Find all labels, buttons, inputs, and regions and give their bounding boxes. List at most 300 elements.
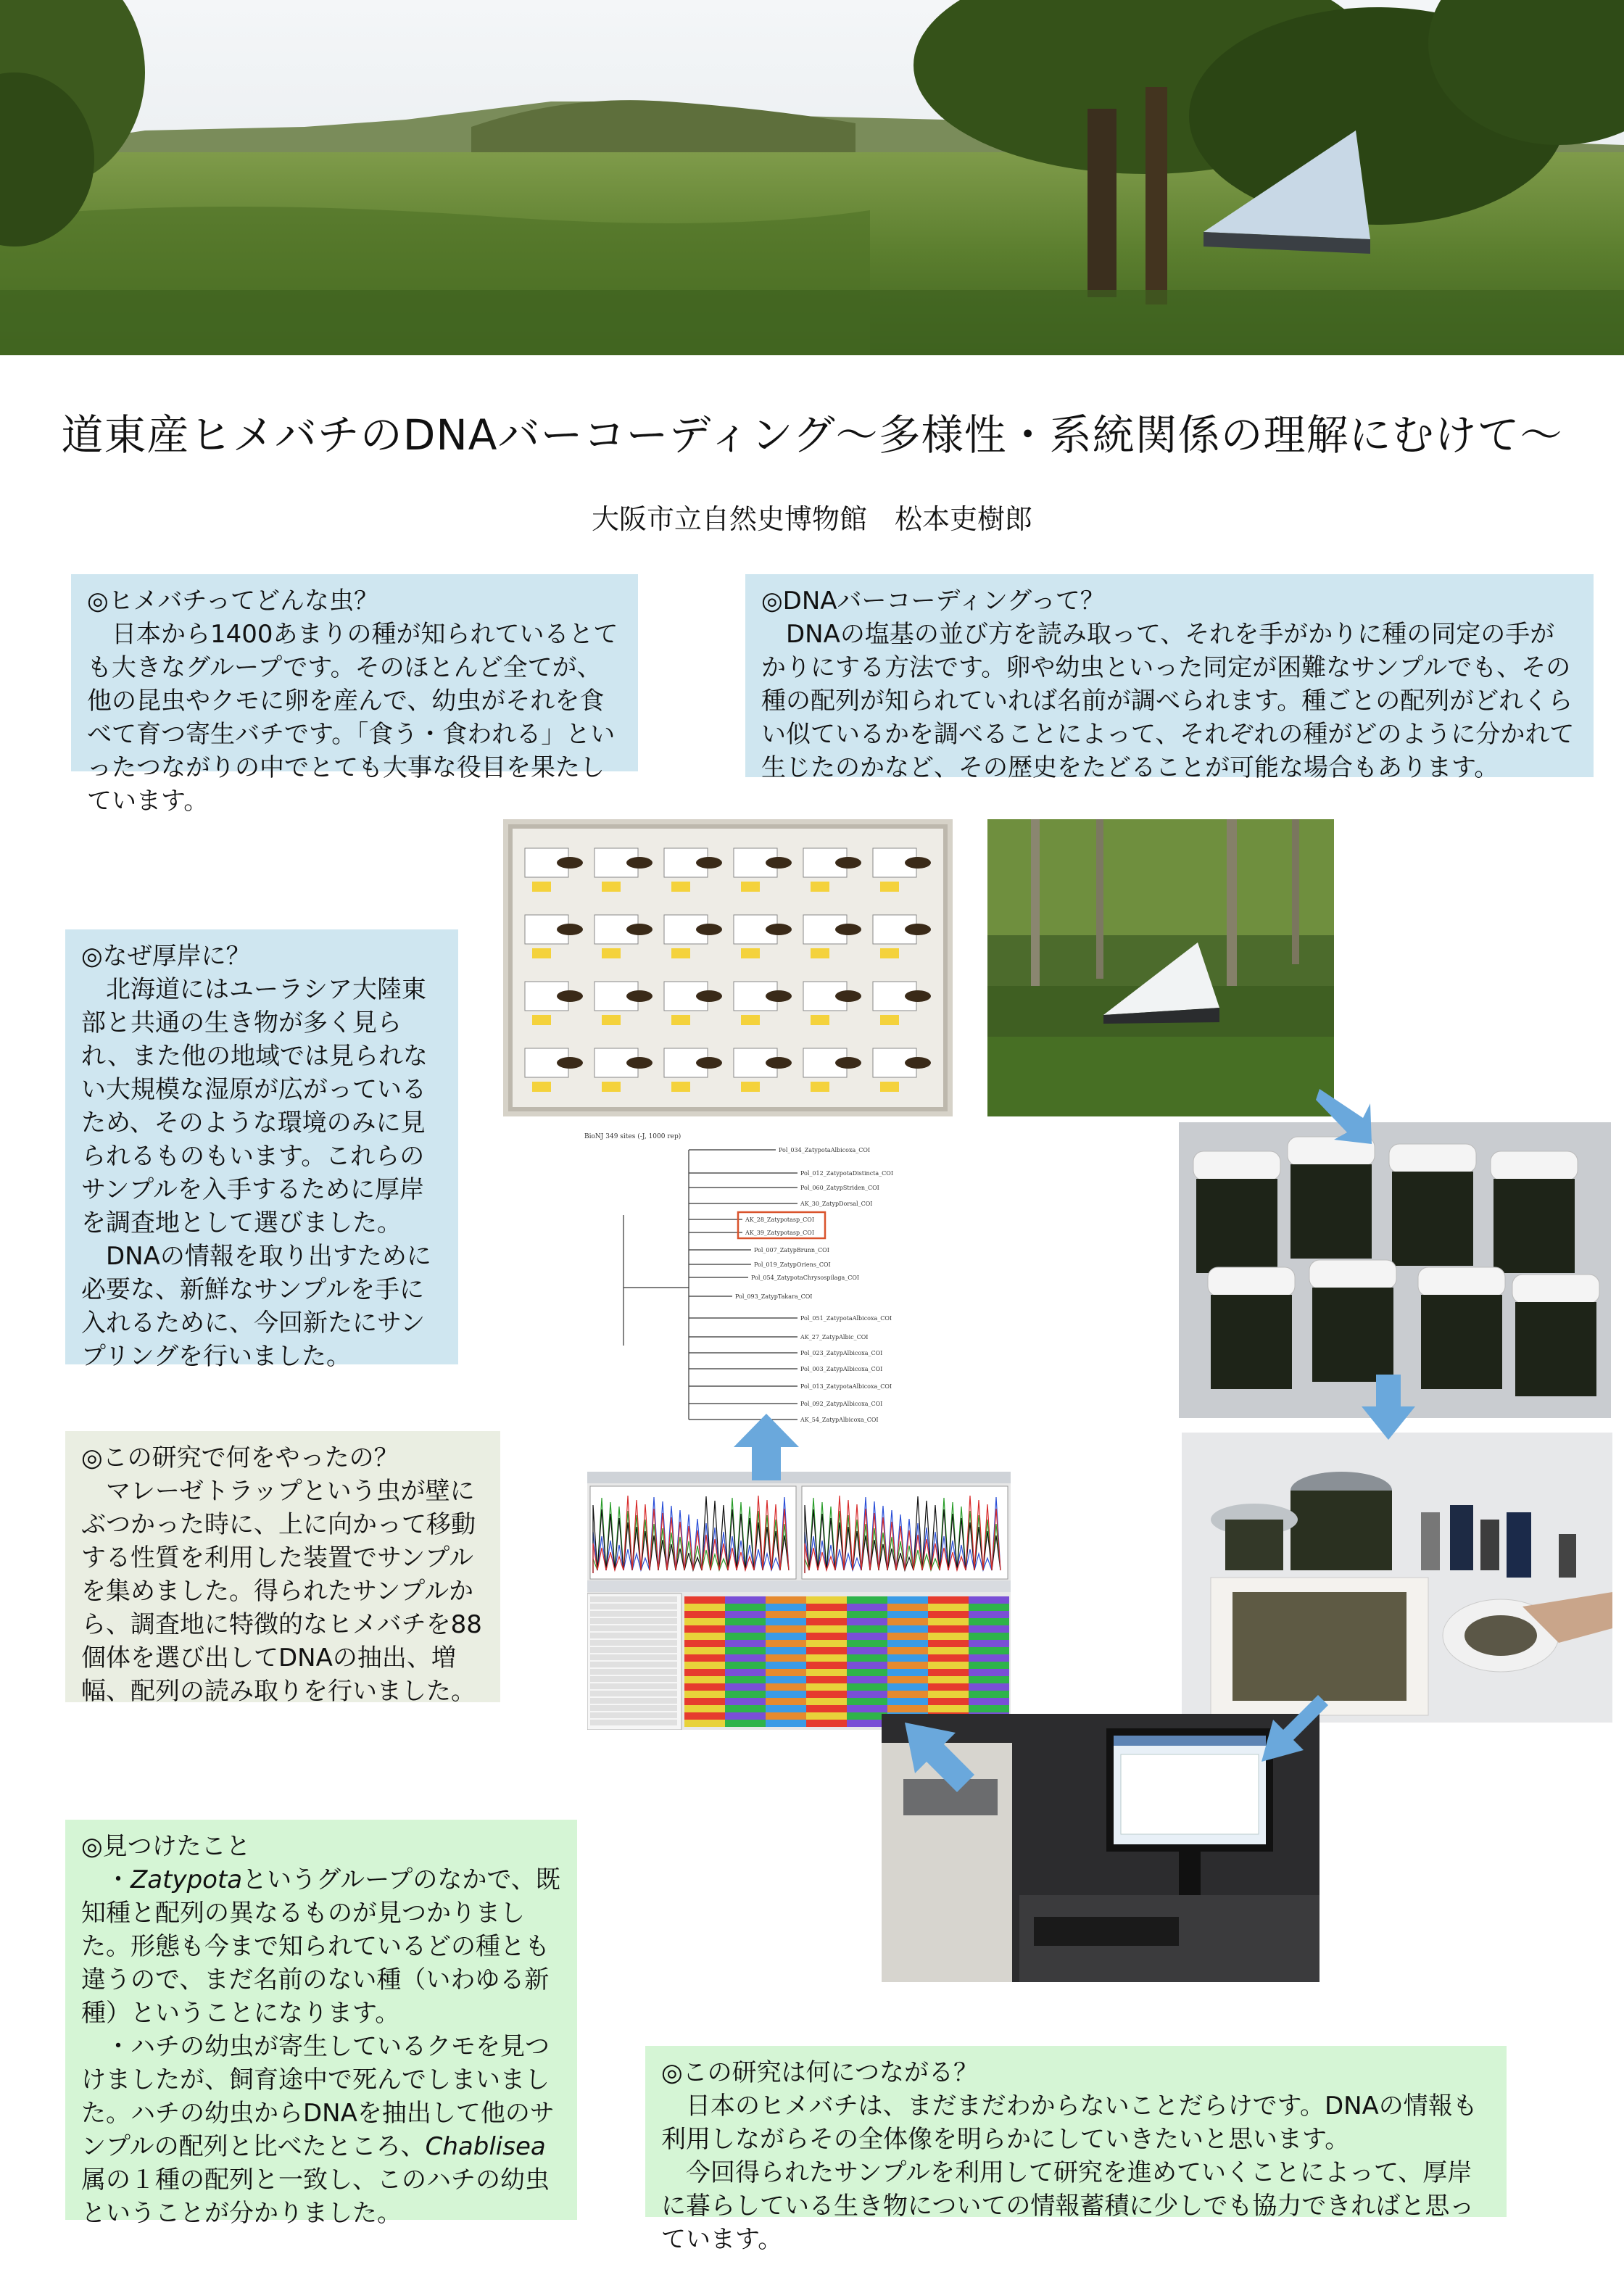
alignment-cell bbox=[760, 1720, 766, 1727]
alignment-cell bbox=[713, 1625, 719, 1633]
alignment-cell bbox=[800, 1676, 806, 1683]
alignment-cell bbox=[998, 1633, 1003, 1640]
alignment-cell bbox=[690, 1720, 696, 1727]
finding-paragraph: ・ハチの幼虫が寄生しているクモを見つけましたが、飼育途中で死んでしまいました。ハチの幼虫からDNAを抽出して他のサンプルの配列と比べたところ、Chablisea属の１種の配列と一致し、このハチの幼虫ということが分かりました。 bbox=[81, 2032, 555, 2228]
alignment-cell bbox=[719, 1647, 725, 1654]
alignment-cell bbox=[853, 1647, 858, 1654]
alignment-cell bbox=[696, 1611, 702, 1618]
alignment-cell bbox=[783, 1705, 789, 1712]
alignment-cell bbox=[945, 1676, 951, 1683]
specimen-insect bbox=[766, 1057, 792, 1069]
alignment-cell bbox=[800, 1604, 806, 1611]
alignment-cell bbox=[783, 1596, 789, 1604]
alignment-cell bbox=[899, 1625, 905, 1633]
section-body: 日本から1400あまりの種が知られているとても大きなグループです。そのほとんど全てが、他の昆虫やクモに卵を産んで、幼虫がそれを食べて育つ寄生バチです。「食う・食われる」といったつながりの中でとても大事な役目を果たしています。 bbox=[87, 620, 618, 816]
alignment-cell bbox=[684, 1611, 690, 1618]
alignment-cell bbox=[853, 1618, 858, 1625]
alignment-cell bbox=[702, 1705, 708, 1712]
alignment-cell bbox=[853, 1698, 858, 1705]
alignment-cell bbox=[864, 1712, 870, 1720]
alignment-cell bbox=[771, 1662, 777, 1669]
alignment-cell bbox=[737, 1669, 742, 1676]
alignment-cell bbox=[760, 1604, 766, 1611]
alignment-cell bbox=[783, 1640, 789, 1647]
alignment-cell bbox=[963, 1604, 969, 1611]
alignment-cell bbox=[754, 1647, 760, 1654]
alignment-cell bbox=[708, 1720, 713, 1727]
alignment-cell bbox=[864, 1662, 870, 1669]
alignment-cell bbox=[806, 1633, 812, 1640]
alignment-cell bbox=[690, 1625, 696, 1633]
alignment-cell bbox=[940, 1683, 945, 1691]
alignment-cell bbox=[795, 1625, 800, 1633]
alignment-cell bbox=[829, 1705, 835, 1712]
alignment-cell bbox=[986, 1683, 992, 1691]
alignment-cell bbox=[760, 1698, 766, 1705]
alignment-cell bbox=[992, 1640, 998, 1647]
alignment-cell bbox=[725, 1596, 731, 1604]
alignment-cell bbox=[969, 1683, 974, 1691]
alignment-cell bbox=[684, 1618, 690, 1625]
alignment-cell bbox=[916, 1654, 922, 1662]
alignment-cell bbox=[737, 1625, 742, 1633]
alignment-cell bbox=[980, 1669, 986, 1676]
alignment-cell bbox=[928, 1625, 934, 1633]
alignment-cell bbox=[829, 1604, 835, 1611]
alignment-cell bbox=[870, 1662, 876, 1669]
alignment-cell bbox=[916, 1669, 922, 1676]
alignment-cell bbox=[783, 1618, 789, 1625]
alignment-cell bbox=[980, 1596, 986, 1604]
alignment-cell bbox=[771, 1640, 777, 1647]
alignment-cell bbox=[841, 1633, 847, 1640]
alignment-cell bbox=[806, 1604, 812, 1611]
alignment-cell bbox=[690, 1654, 696, 1662]
alignment-cell bbox=[684, 1662, 690, 1669]
jar-lid bbox=[1193, 1151, 1280, 1180]
alignment-cell bbox=[737, 1633, 742, 1640]
alignment-cell bbox=[766, 1654, 771, 1662]
alignment-cell bbox=[742, 1654, 748, 1662]
alignment-cell bbox=[713, 1691, 719, 1698]
alignment-cell bbox=[696, 1705, 702, 1712]
alignment-cell bbox=[934, 1676, 940, 1683]
alignment-cell bbox=[992, 1596, 998, 1604]
alignment-cell bbox=[864, 1604, 870, 1611]
alignment-cell bbox=[1003, 1596, 1009, 1604]
alignment-cell bbox=[800, 1683, 806, 1691]
alignment-row-name bbox=[590, 1705, 677, 1711]
alignment-cell bbox=[818, 1596, 824, 1604]
alignment-cell bbox=[916, 1618, 922, 1625]
alignment-cell bbox=[824, 1654, 829, 1662]
alignment-cell bbox=[713, 1596, 719, 1604]
alignment-cell bbox=[725, 1604, 731, 1611]
alignment-cell bbox=[760, 1662, 766, 1669]
alignment-cell bbox=[957, 1633, 963, 1640]
alignment-cell bbox=[789, 1611, 795, 1618]
specimen-insect bbox=[835, 924, 861, 935]
alignment-cell bbox=[974, 1683, 980, 1691]
alignment-cell bbox=[824, 1596, 829, 1604]
specimen-tag bbox=[880, 1082, 899, 1092]
alignment-cell bbox=[795, 1698, 800, 1705]
alignment-cell bbox=[957, 1640, 963, 1647]
alignment-cell bbox=[963, 1698, 969, 1705]
alignment-cell bbox=[789, 1647, 795, 1654]
alignment-cell bbox=[957, 1618, 963, 1625]
alignment-cell bbox=[708, 1705, 713, 1712]
alignment-cell bbox=[922, 1654, 928, 1662]
alignment-cell bbox=[684, 1683, 690, 1691]
alignment-cell bbox=[957, 1683, 963, 1691]
alignment-cell bbox=[713, 1604, 719, 1611]
alignment-cell bbox=[940, 1640, 945, 1647]
alignment-cell bbox=[795, 1654, 800, 1662]
alignment-cell bbox=[725, 1676, 731, 1683]
section-heading: ◎ヒメバチってどんな虫？ bbox=[87, 587, 378, 616]
alignment-cell bbox=[777, 1669, 783, 1676]
alignment-cell bbox=[887, 1691, 893, 1698]
alignment-cell bbox=[748, 1720, 754, 1727]
alignment-cell bbox=[760, 1669, 766, 1676]
specimen-tag bbox=[532, 1082, 551, 1092]
alignment-cell bbox=[766, 1625, 771, 1633]
alignment-cell bbox=[812, 1596, 818, 1604]
alignment-cell bbox=[748, 1647, 754, 1654]
alignment-cell bbox=[725, 1662, 731, 1669]
alignment-cell bbox=[934, 1611, 940, 1618]
alignment-cell bbox=[928, 1618, 934, 1625]
alignment-cell bbox=[719, 1712, 725, 1720]
alignment-cell bbox=[922, 1669, 928, 1676]
alignment-cell bbox=[731, 1654, 737, 1662]
alignment-cell bbox=[922, 1611, 928, 1618]
alignment-cell bbox=[806, 1611, 812, 1618]
jar-lid bbox=[1389, 1144, 1476, 1173]
specimen-insect bbox=[626, 857, 652, 869]
alignment-cell bbox=[986, 1611, 992, 1618]
alignment-cell bbox=[951, 1698, 957, 1705]
alignment-cell bbox=[963, 1618, 969, 1625]
alignment-cell bbox=[969, 1596, 974, 1604]
specimen-insect bbox=[835, 990, 861, 1002]
alignment-cell bbox=[835, 1596, 841, 1604]
alignment-cell bbox=[899, 1640, 905, 1647]
alignment-cell bbox=[829, 1720, 835, 1727]
alignment-cell bbox=[795, 1720, 800, 1727]
section-dna-barcoding bbox=[745, 574, 1594, 782]
alignment-cell bbox=[841, 1705, 847, 1712]
alignment-cell bbox=[800, 1705, 806, 1712]
alignment-cell bbox=[783, 1647, 789, 1654]
alignment-cell bbox=[858, 1604, 864, 1611]
alignment-cell bbox=[789, 1669, 795, 1676]
alignment-cell bbox=[766, 1691, 771, 1698]
alignment-cell bbox=[899, 1633, 905, 1640]
alignment-cell bbox=[876, 1720, 882, 1727]
alignment-cell bbox=[905, 1662, 911, 1669]
alignment-cell bbox=[789, 1720, 795, 1727]
alignment-cell bbox=[731, 1712, 737, 1720]
alignment-cell bbox=[916, 1625, 922, 1633]
alignment-row-name bbox=[590, 1698, 677, 1704]
specimen-insect bbox=[766, 990, 792, 1002]
alignment-cell bbox=[835, 1720, 841, 1727]
alignment-cell bbox=[1003, 1654, 1009, 1662]
alignment-cell bbox=[713, 1647, 719, 1654]
alignment-cell bbox=[702, 1669, 708, 1676]
alignment-cell bbox=[974, 1611, 980, 1618]
alignment-cell bbox=[777, 1604, 783, 1611]
specimen-tag bbox=[811, 1082, 829, 1092]
alignment-cell bbox=[876, 1633, 882, 1640]
alignment-cell bbox=[887, 1669, 893, 1676]
alignment-cell bbox=[963, 1676, 969, 1683]
alignment-cell bbox=[806, 1625, 812, 1633]
alignment-row-name bbox=[590, 1596, 677, 1602]
alignment-cell bbox=[708, 1698, 713, 1705]
alignment-cell bbox=[980, 1618, 986, 1625]
alignment-cell bbox=[980, 1640, 986, 1647]
alignment-cell bbox=[777, 1683, 783, 1691]
alignment-cell bbox=[992, 1698, 998, 1705]
alignment-cell bbox=[766, 1705, 771, 1712]
alignment-cell bbox=[824, 1647, 829, 1654]
alignment-cell bbox=[829, 1669, 835, 1676]
alignment-cell bbox=[737, 1596, 742, 1604]
alignment-cell bbox=[719, 1705, 725, 1712]
alignment-row-name bbox=[590, 1676, 677, 1682]
alignment-cell bbox=[708, 1691, 713, 1698]
alignment-cell bbox=[766, 1611, 771, 1618]
section-heading: ◎見つけたこと bbox=[81, 1832, 251, 1861]
alignment-cell bbox=[766, 1683, 771, 1691]
alignment-cell bbox=[858, 1712, 864, 1720]
alignment-cell bbox=[899, 1662, 905, 1669]
alignment-cell bbox=[882, 1640, 887, 1647]
alignment-cell bbox=[684, 1720, 690, 1727]
alignment-cell bbox=[737, 1604, 742, 1611]
alignment-cell bbox=[876, 1705, 882, 1712]
alignment-cell bbox=[916, 1647, 922, 1654]
specimen-tag bbox=[880, 882, 899, 892]
alignment-cell bbox=[789, 1633, 795, 1640]
specimen-insect bbox=[557, 990, 583, 1002]
alignment-row-name bbox=[590, 1604, 677, 1609]
alignment-cell bbox=[853, 1654, 858, 1662]
alignment-cell bbox=[876, 1698, 882, 1705]
alignment-cell bbox=[998, 1683, 1003, 1691]
alignment-cell bbox=[771, 1625, 777, 1633]
alignment-cell bbox=[853, 1712, 858, 1720]
specimen-tag bbox=[532, 882, 551, 892]
alignment-cell bbox=[986, 1640, 992, 1647]
alignment-cell bbox=[1003, 1625, 1009, 1633]
alignment-cell bbox=[812, 1691, 818, 1698]
alignment-cell bbox=[905, 1611, 911, 1618]
alignment-cell bbox=[847, 1640, 853, 1647]
alignment-cell bbox=[713, 1698, 719, 1705]
alignment-cell bbox=[963, 1611, 969, 1618]
alignment-cell bbox=[928, 1654, 934, 1662]
alignment-cell bbox=[719, 1604, 725, 1611]
alignment-cell bbox=[905, 1705, 911, 1712]
alignment-cell bbox=[806, 1596, 812, 1604]
alignment-cell bbox=[876, 1662, 882, 1669]
alignment-cell bbox=[911, 1683, 916, 1691]
alignment-cell bbox=[812, 1676, 818, 1683]
alignment-cell bbox=[876, 1596, 882, 1604]
alignment-cell bbox=[690, 1669, 696, 1676]
alignment-cell bbox=[882, 1611, 887, 1618]
alignment-cell bbox=[800, 1654, 806, 1662]
alignment-cell bbox=[829, 1698, 835, 1705]
alignment-cell bbox=[922, 1604, 928, 1611]
alignment-cell bbox=[882, 1705, 887, 1712]
alignment-cell bbox=[777, 1654, 783, 1662]
alignment-cell bbox=[737, 1712, 742, 1720]
alignment-cell bbox=[754, 1618, 760, 1625]
alignment-cell bbox=[893, 1618, 899, 1625]
taxon-name: Zatypota bbox=[130, 1865, 243, 1894]
alignment-cell bbox=[858, 1676, 864, 1683]
alignment-cell bbox=[998, 1640, 1003, 1647]
alignment-cell bbox=[737, 1691, 742, 1698]
alignment-cell bbox=[725, 1654, 731, 1662]
alignment-cell bbox=[760, 1647, 766, 1654]
alignment-cell bbox=[824, 1712, 829, 1720]
alignment-cell bbox=[864, 1640, 870, 1647]
alignment-cell bbox=[922, 1662, 928, 1669]
alignment-cell bbox=[928, 1683, 934, 1691]
tree-tip-label: Pol_034_ZatypotaAlbicoxa_COI bbox=[779, 1147, 871, 1153]
alignment-cell bbox=[737, 1640, 742, 1647]
alignment-cell bbox=[957, 1698, 963, 1705]
alignment-cell bbox=[853, 1669, 858, 1676]
specimen-tag bbox=[741, 1082, 760, 1092]
alignment-cell bbox=[737, 1676, 742, 1683]
alignment-cell bbox=[922, 1647, 928, 1654]
alignment-cell bbox=[992, 1618, 998, 1625]
alignment-cell bbox=[713, 1633, 719, 1640]
tree-tip-label: Pol_051_ZatypotaAlbicoxa_COI bbox=[800, 1315, 892, 1322]
alignment-cell bbox=[777, 1596, 783, 1604]
alignment-cell bbox=[795, 1640, 800, 1647]
alignment-cell bbox=[870, 1712, 876, 1720]
alignment-cell bbox=[760, 1640, 766, 1647]
alignment-cell bbox=[835, 1611, 841, 1618]
alignment-cell bbox=[754, 1669, 760, 1676]
alignment-cell bbox=[916, 1596, 922, 1604]
specimen-tag bbox=[741, 882, 760, 892]
tree-tip-label: Pol_013_ZatypotaAlbicoxa_COI bbox=[800, 1383, 892, 1390]
section-heading: ◎なぜ厚岸に？ bbox=[81, 942, 251, 971]
section-what-done bbox=[65, 1431, 500, 1706]
alignment-cell bbox=[1003, 1611, 1009, 1618]
alignment-cell bbox=[754, 1596, 760, 1604]
alignment-cell bbox=[974, 1669, 980, 1676]
specimen-tag bbox=[811, 948, 829, 958]
alignment-cell bbox=[911, 1654, 916, 1662]
alignment-cell bbox=[864, 1691, 870, 1698]
alignment-cell bbox=[818, 1654, 824, 1662]
alignment-cell bbox=[690, 1618, 696, 1625]
header-landscape-photo bbox=[0, 0, 1624, 355]
alignment-cell bbox=[887, 1611, 893, 1618]
alignment-cell bbox=[887, 1625, 893, 1633]
alignment-cell bbox=[795, 1618, 800, 1625]
alignment-cell bbox=[870, 1596, 876, 1604]
alignment-cell bbox=[916, 1662, 922, 1669]
alignment-cell bbox=[690, 1604, 696, 1611]
alignment-cell bbox=[737, 1698, 742, 1705]
alignment-cell bbox=[940, 1669, 945, 1676]
alignment-cell bbox=[847, 1698, 853, 1705]
alignment-cell bbox=[806, 1647, 812, 1654]
alignment-cell bbox=[951, 1596, 957, 1604]
alignment-cell bbox=[853, 1604, 858, 1611]
arrow-left-icon bbox=[902, 1720, 974, 1792]
alignment-cell bbox=[858, 1633, 864, 1640]
alignment-cell bbox=[824, 1691, 829, 1698]
alignment-cell bbox=[847, 1705, 853, 1712]
alignment-cell bbox=[708, 1604, 713, 1611]
alignment-cell bbox=[992, 1625, 998, 1633]
alignment-cell bbox=[922, 1676, 928, 1683]
alignment-cell bbox=[940, 1698, 945, 1705]
specimen-insect bbox=[766, 857, 792, 869]
alignment-cell bbox=[951, 1611, 957, 1618]
alignment-cell bbox=[986, 1633, 992, 1640]
alignment-cell bbox=[998, 1611, 1003, 1618]
alignment-cell bbox=[922, 1698, 928, 1705]
sample-jars-photo bbox=[1179, 1122, 1611, 1418]
specimen-insect bbox=[696, 990, 722, 1002]
tree-tip-label: Pol_092_ZatypAlbicoxa_COI bbox=[800, 1401, 883, 1407]
alignment-cell bbox=[911, 1669, 916, 1676]
alignment-cell bbox=[893, 1611, 899, 1618]
alignment-cell bbox=[870, 1654, 876, 1662]
jar-body bbox=[1515, 1302, 1596, 1396]
alignment-cell bbox=[940, 1596, 945, 1604]
alignment-cell bbox=[719, 1720, 725, 1727]
alignment-cell bbox=[986, 1662, 992, 1669]
alignment-cell bbox=[876, 1647, 882, 1654]
alignment-cell bbox=[771, 1633, 777, 1640]
alignment-cell bbox=[870, 1676, 876, 1683]
alignment-cell bbox=[928, 1647, 934, 1654]
alignment-cell bbox=[905, 1633, 911, 1640]
alignment-cell bbox=[974, 1662, 980, 1669]
alignment-cell bbox=[731, 1691, 737, 1698]
alignment-cell bbox=[858, 1618, 864, 1625]
alignment-cell bbox=[928, 1676, 934, 1683]
alignment-cell bbox=[690, 1611, 696, 1618]
alignment-cell bbox=[742, 1647, 748, 1654]
alignment-cell bbox=[858, 1720, 864, 1727]
alignment-cell bbox=[992, 1654, 998, 1662]
alignment-cell bbox=[911, 1633, 916, 1640]
alignment-cell bbox=[940, 1705, 945, 1712]
alignment-cell bbox=[835, 1647, 841, 1654]
alignment-cell bbox=[737, 1618, 742, 1625]
alignment-cell bbox=[876, 1618, 882, 1625]
alignment-cell bbox=[800, 1647, 806, 1654]
alignment-cell bbox=[969, 1647, 974, 1654]
alignment-cell bbox=[731, 1596, 737, 1604]
alignment-cell bbox=[829, 1640, 835, 1647]
